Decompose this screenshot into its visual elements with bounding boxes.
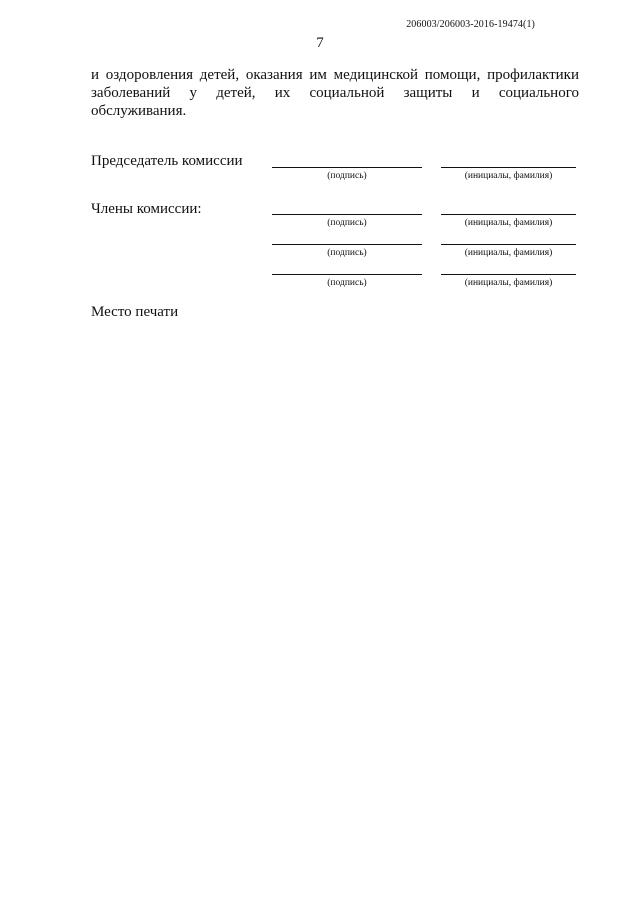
member-3-name-line xyxy=(441,274,576,275)
member-2-name-caption: (инициалы, фамилия) xyxy=(464,248,553,258)
page-number: 7 xyxy=(316,35,324,51)
body-line-1: и оздоровления детей, оказания им медицинской помощи, профилактики xyxy=(91,67,579,83)
body-line-2: заболеваний у детей, их социальной защиты и социального xyxy=(91,85,579,101)
body-line-3: обслуживания. xyxy=(91,103,187,119)
member-1-signature-caption: (подпись) xyxy=(327,218,367,228)
members-label: Члены комиссии: xyxy=(91,201,202,217)
member-3-signature-caption: (подпись) xyxy=(327,278,367,288)
seal-place-label: Место печати xyxy=(91,304,179,320)
chairman-label: Председатель комиссии xyxy=(91,153,243,169)
chairman-signature-caption: (подпись) xyxy=(327,171,367,181)
chairman-name-line xyxy=(441,167,576,168)
member-2-name-line xyxy=(441,244,576,245)
document-id: 206003/206003-2016-19474(1) xyxy=(406,19,535,30)
chairman-name-caption: (инициалы, фамилия) xyxy=(464,171,553,181)
chairman-signature-line xyxy=(272,167,422,168)
member-1-signature-line xyxy=(272,214,422,215)
body-paragraph xyxy=(91,66,579,120)
member-3-signature-line xyxy=(272,274,422,275)
member-2-signature-caption: (подпись) xyxy=(327,248,367,258)
member-2-signature-line xyxy=(272,244,422,245)
member-3-name-caption: (инициалы, фамилия) xyxy=(464,278,553,288)
member-1-name-line xyxy=(441,214,576,215)
member-1-name-caption: (инициалы, фамилия) xyxy=(464,218,553,228)
